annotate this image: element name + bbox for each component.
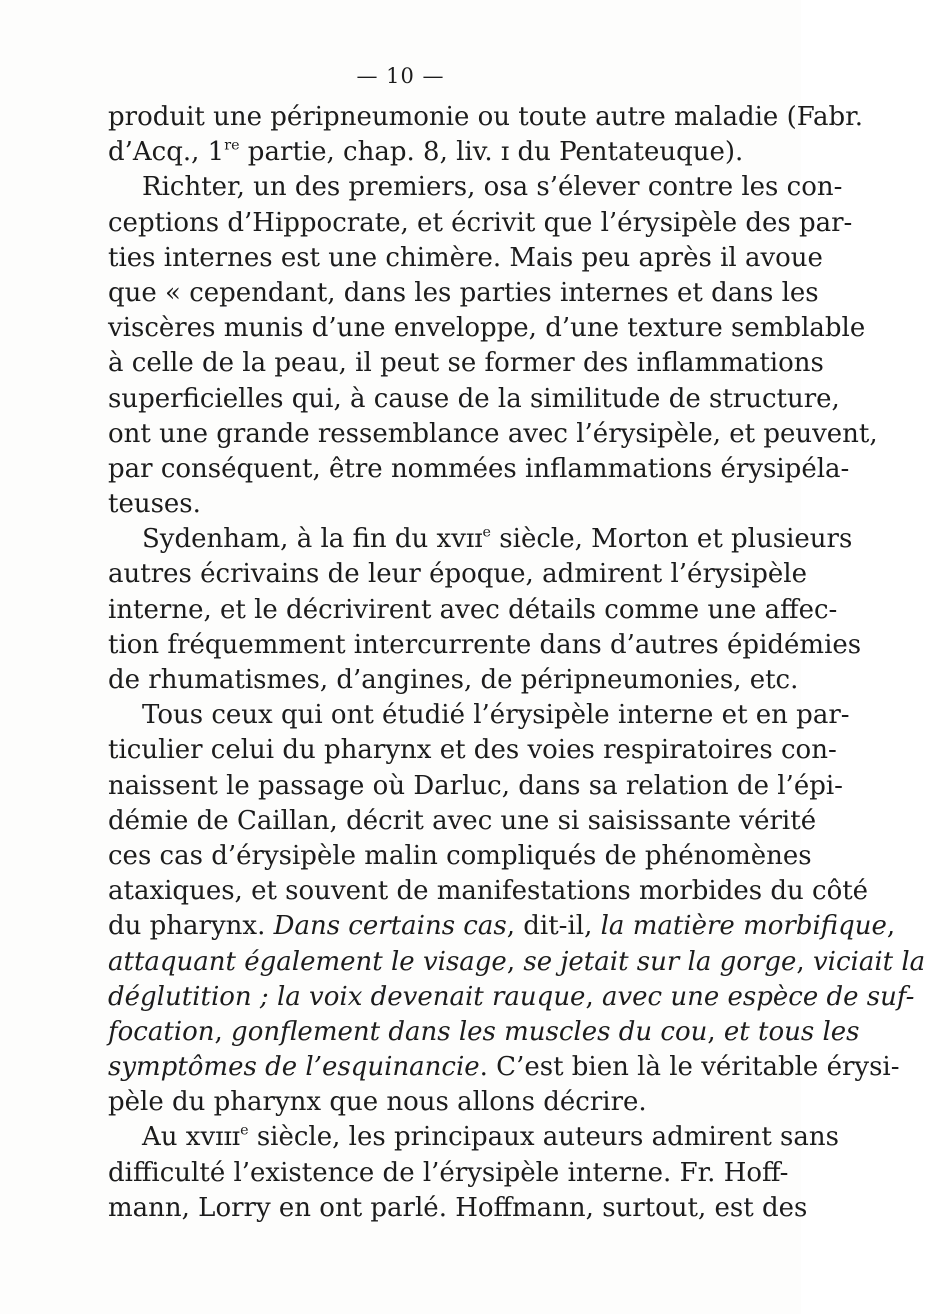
text-segment: ceptions d’Hippocrate, et écrivit que l’érysipèle des par- — [108, 207, 853, 238]
text-line — [108, 276, 819, 311]
text-segment: d’Acq., 1 — [108, 137, 225, 168]
text-line — [108, 346, 824, 381]
text-line — [108, 1191, 808, 1226]
text-segment: Richter, un des premiers, osa s’élever contre les con- — [142, 172, 843, 203]
text-line — [108, 1120, 839, 1155]
text-line — [108, 311, 866, 346]
text-line — [108, 733, 837, 768]
text-line — [108, 241, 823, 276]
text-segment: que « cependant, dans les parties internes et dans les — [108, 277, 819, 308]
text-segment: mann, Lorry en ont parlé. Hoffmann, surtout, est des — [108, 1192, 808, 1223]
text-line — [108, 628, 862, 663]
text-segment: pèle du pharynx que nous allons décrire. — [108, 1087, 647, 1118]
text-segment: Sydenham, à la fin du xvɪɪ — [142, 524, 483, 555]
text-line — [108, 1015, 860, 1050]
text-segment: . C’est bien là le véritable érysi- — [479, 1052, 900, 1083]
text-segment: démie de Caillan, décrit avec une si saisissante vérité — [108, 805, 817, 836]
italic-text: viciait la — [812, 946, 925, 977]
text-segment: , — [214, 1016, 232, 1047]
text-line — [108, 1156, 789, 1191]
body-text — [108, 100, 925, 1226]
text-segment: teuses. — [108, 489, 201, 520]
text-segment: de rhumatismes, d’angines, de péripneumonies, etc. — [108, 665, 799, 695]
text-segment: tion fréquemment intercurrente dans d’autres épidémies — [108, 629, 862, 660]
text-segment: ties internes est une chimère. Mais peu après il avoue — [108, 242, 823, 273]
italic-text: gonflement dans les muscles du cou — [231, 1016, 708, 1047]
text-line — [108, 170, 843, 205]
page-number: — 10 — — [356, 64, 445, 88]
text-line — [108, 980, 915, 1015]
text-line — [108, 135, 768, 170]
italic-text: Dans certains cas — [273, 911, 507, 942]
italic-text: focation — [108, 1016, 215, 1047]
text-segment: à celle de la peau, il peut se former des inflammations — [108, 348, 824, 379]
italic-text: et tous les — [723, 1016, 860, 1047]
text-line — [108, 839, 812, 874]
text-line — [108, 382, 840, 417]
text-line — [108, 663, 799, 698]
text-segment: ont une grande ressemblance avec l’érysipèle, et peuvent, — [108, 418, 878, 449]
text-segment: viscères munis d’une enveloppe, d’une texture semblable — [108, 313, 866, 344]
text-line — [108, 487, 768, 522]
text-segment: ataxiques, et souvent de manifestations morbides du côté — [108, 876, 869, 907]
text-line — [108, 909, 896, 944]
italic-text: la matière morbifique — [600, 911, 887, 942]
text-segment: ces cas d’érysipèle malin compliqués de phénomènes — [108, 840, 812, 871]
text-segment: , — [506, 946, 524, 977]
text-line — [108, 769, 843, 804]
text-segment: siècle, les principaux auteurs admirent sans — [248, 1122, 839, 1153]
text-segment: autres écrivains de leur époque, admirent l’érysipèle — [108, 559, 807, 590]
superscript: e — [482, 524, 492, 541]
text-segment: interne, et le décrivirent avec détails comme une affec- — [108, 594, 838, 625]
text-line — [108, 417, 878, 452]
text-line — [108, 874, 869, 909]
text-segment: Tous ceux qui ont étudié l’érysipèle interne et en par- — [142, 700, 850, 731]
text-segment: , — [707, 1016, 724, 1047]
text-line — [108, 452, 850, 487]
text-segment: du pharynx. — [108, 911, 274, 942]
text-segment: partie, chap. 8, liv. ɪ du Pentateuque). — [239, 137, 744, 168]
text-line — [108, 522, 853, 557]
text-segment: , — [585, 981, 602, 1012]
text-segment: siècle, Morton et plusieurs — [491, 524, 853, 555]
text-line — [108, 804, 817, 839]
text-line — [108, 1050, 900, 1085]
text-segment: ticulier celui du pharynx et des voies respiratoires con- — [108, 735, 837, 766]
text-segment: , — [886, 911, 896, 942]
text-segment: produit une péripneumonie ou toute autre maladie (Fabr. — [108, 102, 863, 132]
superscript: re — [224, 137, 240, 154]
italic-text: attaquant également le visage — [108, 946, 507, 977]
text-segment: , — [796, 946, 813, 977]
italic-text: avec une espèce de suf- — [601, 981, 915, 1012]
italic-text: déglutition ; la voix devenait rauque — [108, 981, 586, 1012]
text-line — [108, 100, 863, 135]
italic-text: se jetait sur la gorge — [523, 946, 797, 977]
text-segment: difficulté l’existence de l’érysipèle interne. Fr. Hoff- — [108, 1157, 789, 1188]
text-line — [108, 698, 850, 733]
text-line — [108, 1085, 768, 1120]
text-segment: Au xvɪɪɪ — [142, 1122, 241, 1153]
text-segment: par conséquent, être nommées inflammations érysipéla- — [108, 453, 850, 484]
superscript: e — [240, 1122, 249, 1139]
text-line — [108, 593, 838, 628]
text-segment: superficielles qui, à cause de la similitude de structure, — [108, 383, 840, 414]
text-line — [108, 557, 807, 592]
text-line — [108, 945, 925, 980]
italic-text: symptômes de l’esquinancie — [108, 1052, 480, 1083]
text-segment: naissent le passage où Darluc, dans sa relation de l’épi- — [108, 770, 843, 801]
text-segment: , dit-il, — [506, 911, 601, 942]
text-line — [108, 206, 853, 241]
